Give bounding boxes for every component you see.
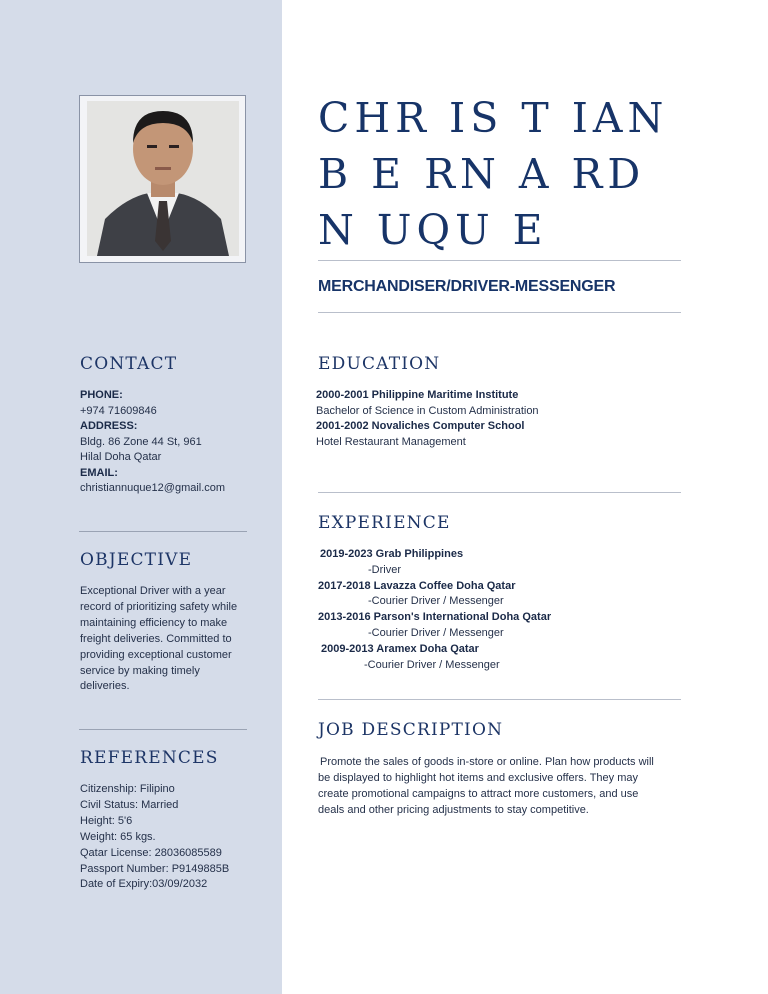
job-description-line: create promotional campaigns to attract more customers, and use bbox=[318, 788, 639, 800]
education-list bbox=[316, 388, 736, 450]
divider bbox=[79, 531, 247, 532]
objective-line: freight deliveries. Committed to bbox=[80, 632, 232, 645]
reference-line: Qatar License: 28036085589 bbox=[80, 846, 222, 859]
email-label: EMAIL: bbox=[80, 466, 118, 479]
address-line-1: Bldg. 86 Zone 44 St, 961 bbox=[80, 435, 202, 448]
objective-line: maintaining efficiency to make bbox=[80, 616, 228, 629]
experience-heading: EXPERIENCE bbox=[318, 513, 451, 533]
candidate-name bbox=[318, 90, 738, 258]
references-heading: REFERENCES bbox=[80, 748, 219, 768]
person-portrait-icon bbox=[87, 101, 239, 256]
education-heading: EDUCATION bbox=[318, 354, 441, 374]
experience-role: -Courier Driver / Messenger bbox=[368, 626, 504, 639]
job-description-heading: JOB DESCRIPTION bbox=[318, 720, 504, 740]
job-description-text bbox=[318, 754, 738, 818]
objective-line: deliveries. bbox=[80, 680, 130, 693]
contact-block bbox=[80, 388, 270, 497]
experience-role: -Courier Driver / Messenger bbox=[364, 658, 500, 671]
objective-heading: OBJECTIVE bbox=[80, 550, 193, 570]
job-description-line: deals and other pricing adjustments to stay competitive. bbox=[318, 804, 589, 816]
reference-line: Weight: 65 kgs. bbox=[80, 830, 156, 843]
reference-line: Height: 5'6 bbox=[80, 814, 133, 827]
divider bbox=[318, 699, 681, 700]
contact-heading: CONTACT bbox=[80, 354, 178, 374]
experience-role: -Courier Driver / Messenger bbox=[368, 595, 504, 608]
experience-title: 2017-2018 Lavazza Coffee Doha Qatar bbox=[318, 579, 516, 592]
divider bbox=[79, 729, 247, 730]
objective-line: Exceptional Driver with a year bbox=[80, 585, 226, 597]
experience-title: 2019-2023 Grab Philippines bbox=[320, 548, 464, 560]
reference-line: Date of Expiry:03/09/2032 bbox=[80, 878, 208, 891]
objective-line: record of prioritizing safety while bbox=[80, 600, 238, 613]
divider bbox=[318, 492, 681, 493]
reference-line: Citizenship: Filipino bbox=[80, 783, 175, 795]
education-title: 2001-2002 Novaliches Computer School bbox=[316, 420, 525, 432]
address-line-2: Hilal Doha Qatar bbox=[80, 451, 162, 463]
address-label: ADDRESS: bbox=[80, 420, 138, 432]
phone-value: +974 71609846 bbox=[80, 404, 157, 417]
job-description-line: Promote the sales of goods in-store or online. Plan how products will bbox=[320, 756, 654, 768]
divider bbox=[318, 312, 681, 313]
education-title: 2000-2001 Philippine Maritime Institute bbox=[316, 389, 519, 401]
reference-line: Passport Number: P9149885B bbox=[80, 862, 230, 875]
experience-list bbox=[318, 547, 738, 673]
objective-text bbox=[80, 584, 270, 695]
objective-line: providing exceptional customer bbox=[80, 648, 232, 661]
email-value: christiannuque12@gmail.com bbox=[80, 482, 226, 494]
references-list bbox=[80, 782, 275, 893]
job-title: MERCHANDISER/DRIVER-MESSENGER bbox=[318, 278, 616, 295]
phone-label: PHONE: bbox=[80, 389, 123, 401]
experience-title: 2013-2016 Parson's International Doha Qatar bbox=[318, 611, 552, 624]
profile-photo bbox=[87, 101, 239, 256]
education-detail: Hotel Restaurant Management bbox=[316, 435, 466, 448]
experience-role: -Driver bbox=[368, 563, 401, 576]
objective-line: service by making timely bbox=[80, 664, 200, 677]
name-line-1: CHR IS T IAN bbox=[318, 94, 669, 142]
education-detail: Bachelor of Science in Custom Administration bbox=[316, 404, 539, 417]
name-line-2: B E RN A RD bbox=[318, 150, 646, 198]
reference-line: Civil Status: Married bbox=[80, 798, 179, 811]
job-description-line: be displayed to highlight hot items and exclusive offers. They may bbox=[318, 772, 638, 784]
experience-title: 2009-2013 Aramex Doha Qatar bbox=[321, 642, 479, 655]
divider bbox=[318, 260, 681, 261]
name-line-3: N UQU E bbox=[318, 206, 548, 254]
profile-photo-frame bbox=[79, 95, 246, 263]
